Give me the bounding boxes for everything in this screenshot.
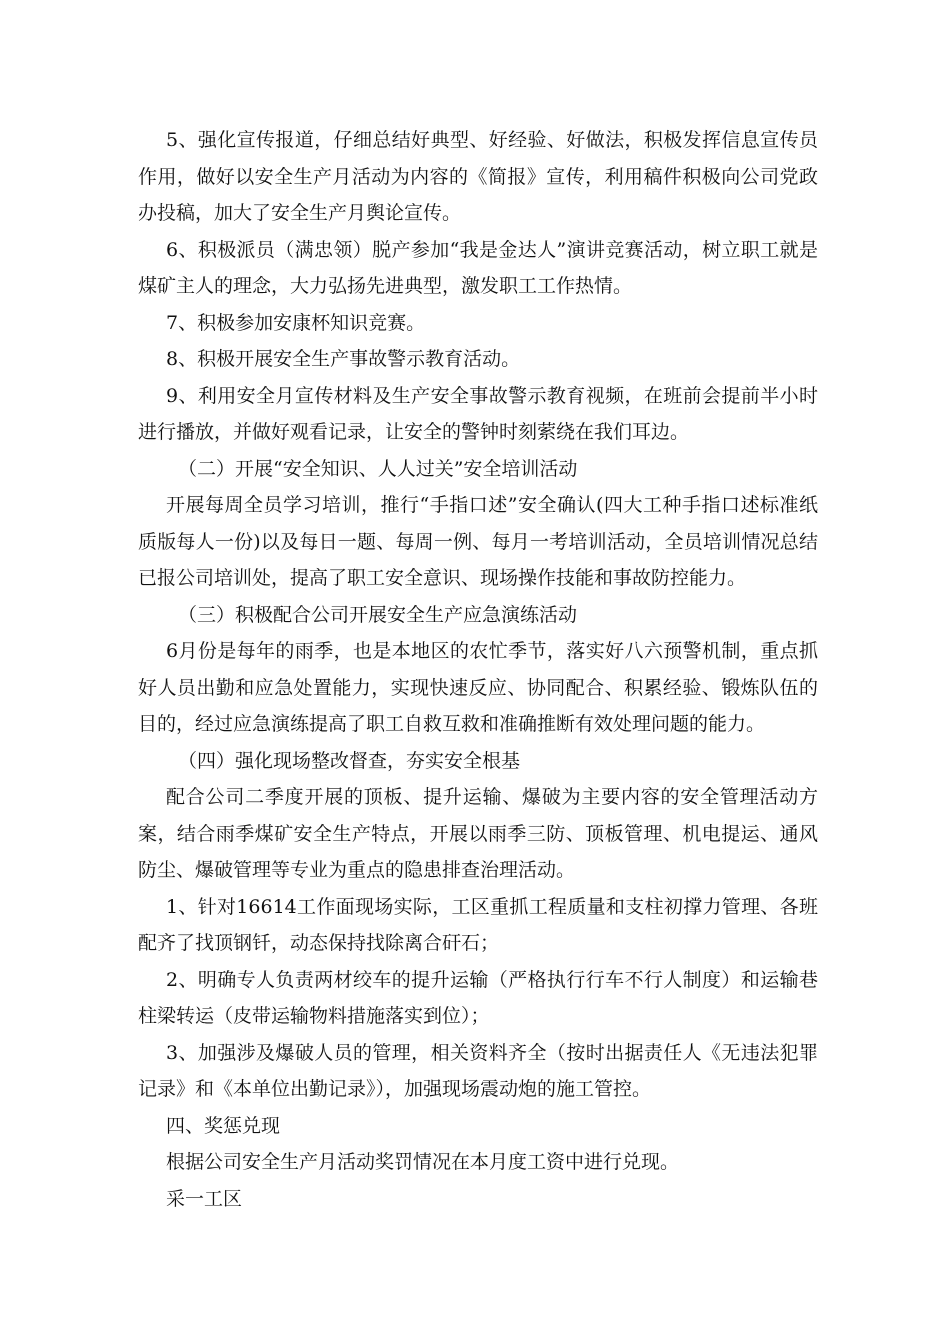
paragraph-item-9-video-broadcast: 9、利用安全月宣传材料及生产安全事故警示教育视频，在班前会提前半小时进行播放，并做好观看记录，让安全的警钟时刻萦绕在我们耳边。: [138, 384, 818, 443]
paragraph-item-8-warning-education: 8、积极开展安全生产事故警示教育活动。: [166, 348, 521, 370]
paragraph-item-6-speech-contest: 6、积极派员（满忠领）脱产参加“我是金达人”演讲竞赛活动，树立职工就是煤矿主人的理念，大力弘扬先进典型，激发职工工作热情。: [138, 238, 818, 297]
section-heading-4-site-rectification: （四）强化现场整改督查，夯实安全根基: [178, 749, 521, 772]
paragraph-weekly-training: 开展每周全员学习培训，推行“手指口述”安全确认(四大工种手指口述标准纸质版每人一份)以及每日一题、每周一例、每月一考培训活动，全员培训情况总结已报公司培训处，提高了职工安全意识、现场操作技能和事故防控能力。: [138, 494, 818, 589]
paragraph-item-7-knowledge-contest: 7、积极参加安康杯知识竞赛。: [166, 311, 426, 334]
paragraph-item-1-working-face: 1、针对16614工作面现场实际，工区重抓工程质量和支柱初撑力管理、各班配齐了找顶钢钎，动态保持找除离合矸石；: [138, 895, 818, 954]
section-heading-four-rewards: 四、奖惩兑现: [166, 1114, 281, 1137]
section-heading-2-safety-training: （二）开展“安全知识、人人过关”安全培训活动: [178, 457, 578, 480]
paragraph-rewards-payment: 根据公司安全生产月活动奖罚情况在本月度工资中进行兑现。: [166, 1151, 680, 1173]
paragraph-item-5-publicity: 5、强化宣传报道，仔细总结好典型、好经验、好做法，积极发挥信息宣传员作用，做好以安全生产月活动为内容的《简报》宣传，利用稿件积极向公司党政办投稿，加大了安全生产月舆论宣传。: [138, 129, 818, 224]
document-body: [138, 122, 818, 1217]
paragraph-rainy-season-drill: 6月份是每年的雨季，也是本地区的农忙季节，落实好八六预警机制，重点抓好人员出勤和应急处置能力，实现快速反应、协同配合、积累经验、锻炼队伍的目的，经过应急演练提高了职工自救互救和准确推断有效处理问题的能力。: [138, 640, 818, 735]
section-heading-3-emergency-drill: （三）积极配合公司开展安全生产应急演练活动: [178, 603, 578, 626]
paragraph-hazard-inspection: 配合公司二季度开展的顶板、提升运输、爆破为主要内容的安全管理活动方案，结合雨季煤矿安全生产特点，开展以雨季三防、顶板管理、机电提运、通风防尘、爆破管理等专业为重点的隐患排查治理活动。: [138, 786, 818, 881]
signature-department: 采一工区: [166, 1187, 243, 1210]
paragraph-item-3-blasting: 3、加强涉及爆破人员的管理，相关资料齐全（按时出据责任人《无违法犯罪记录》和《本单位出勤记录》），加强现场震动炮的施工管控。: [138, 1041, 818, 1100]
paragraph-item-2-transport: 2、明确专人负责两材绞车的提升运输（严格执行行车不行人制度）和运输巷柱梁转运（皮带运输物料措施落实到位）；: [138, 968, 818, 1027]
